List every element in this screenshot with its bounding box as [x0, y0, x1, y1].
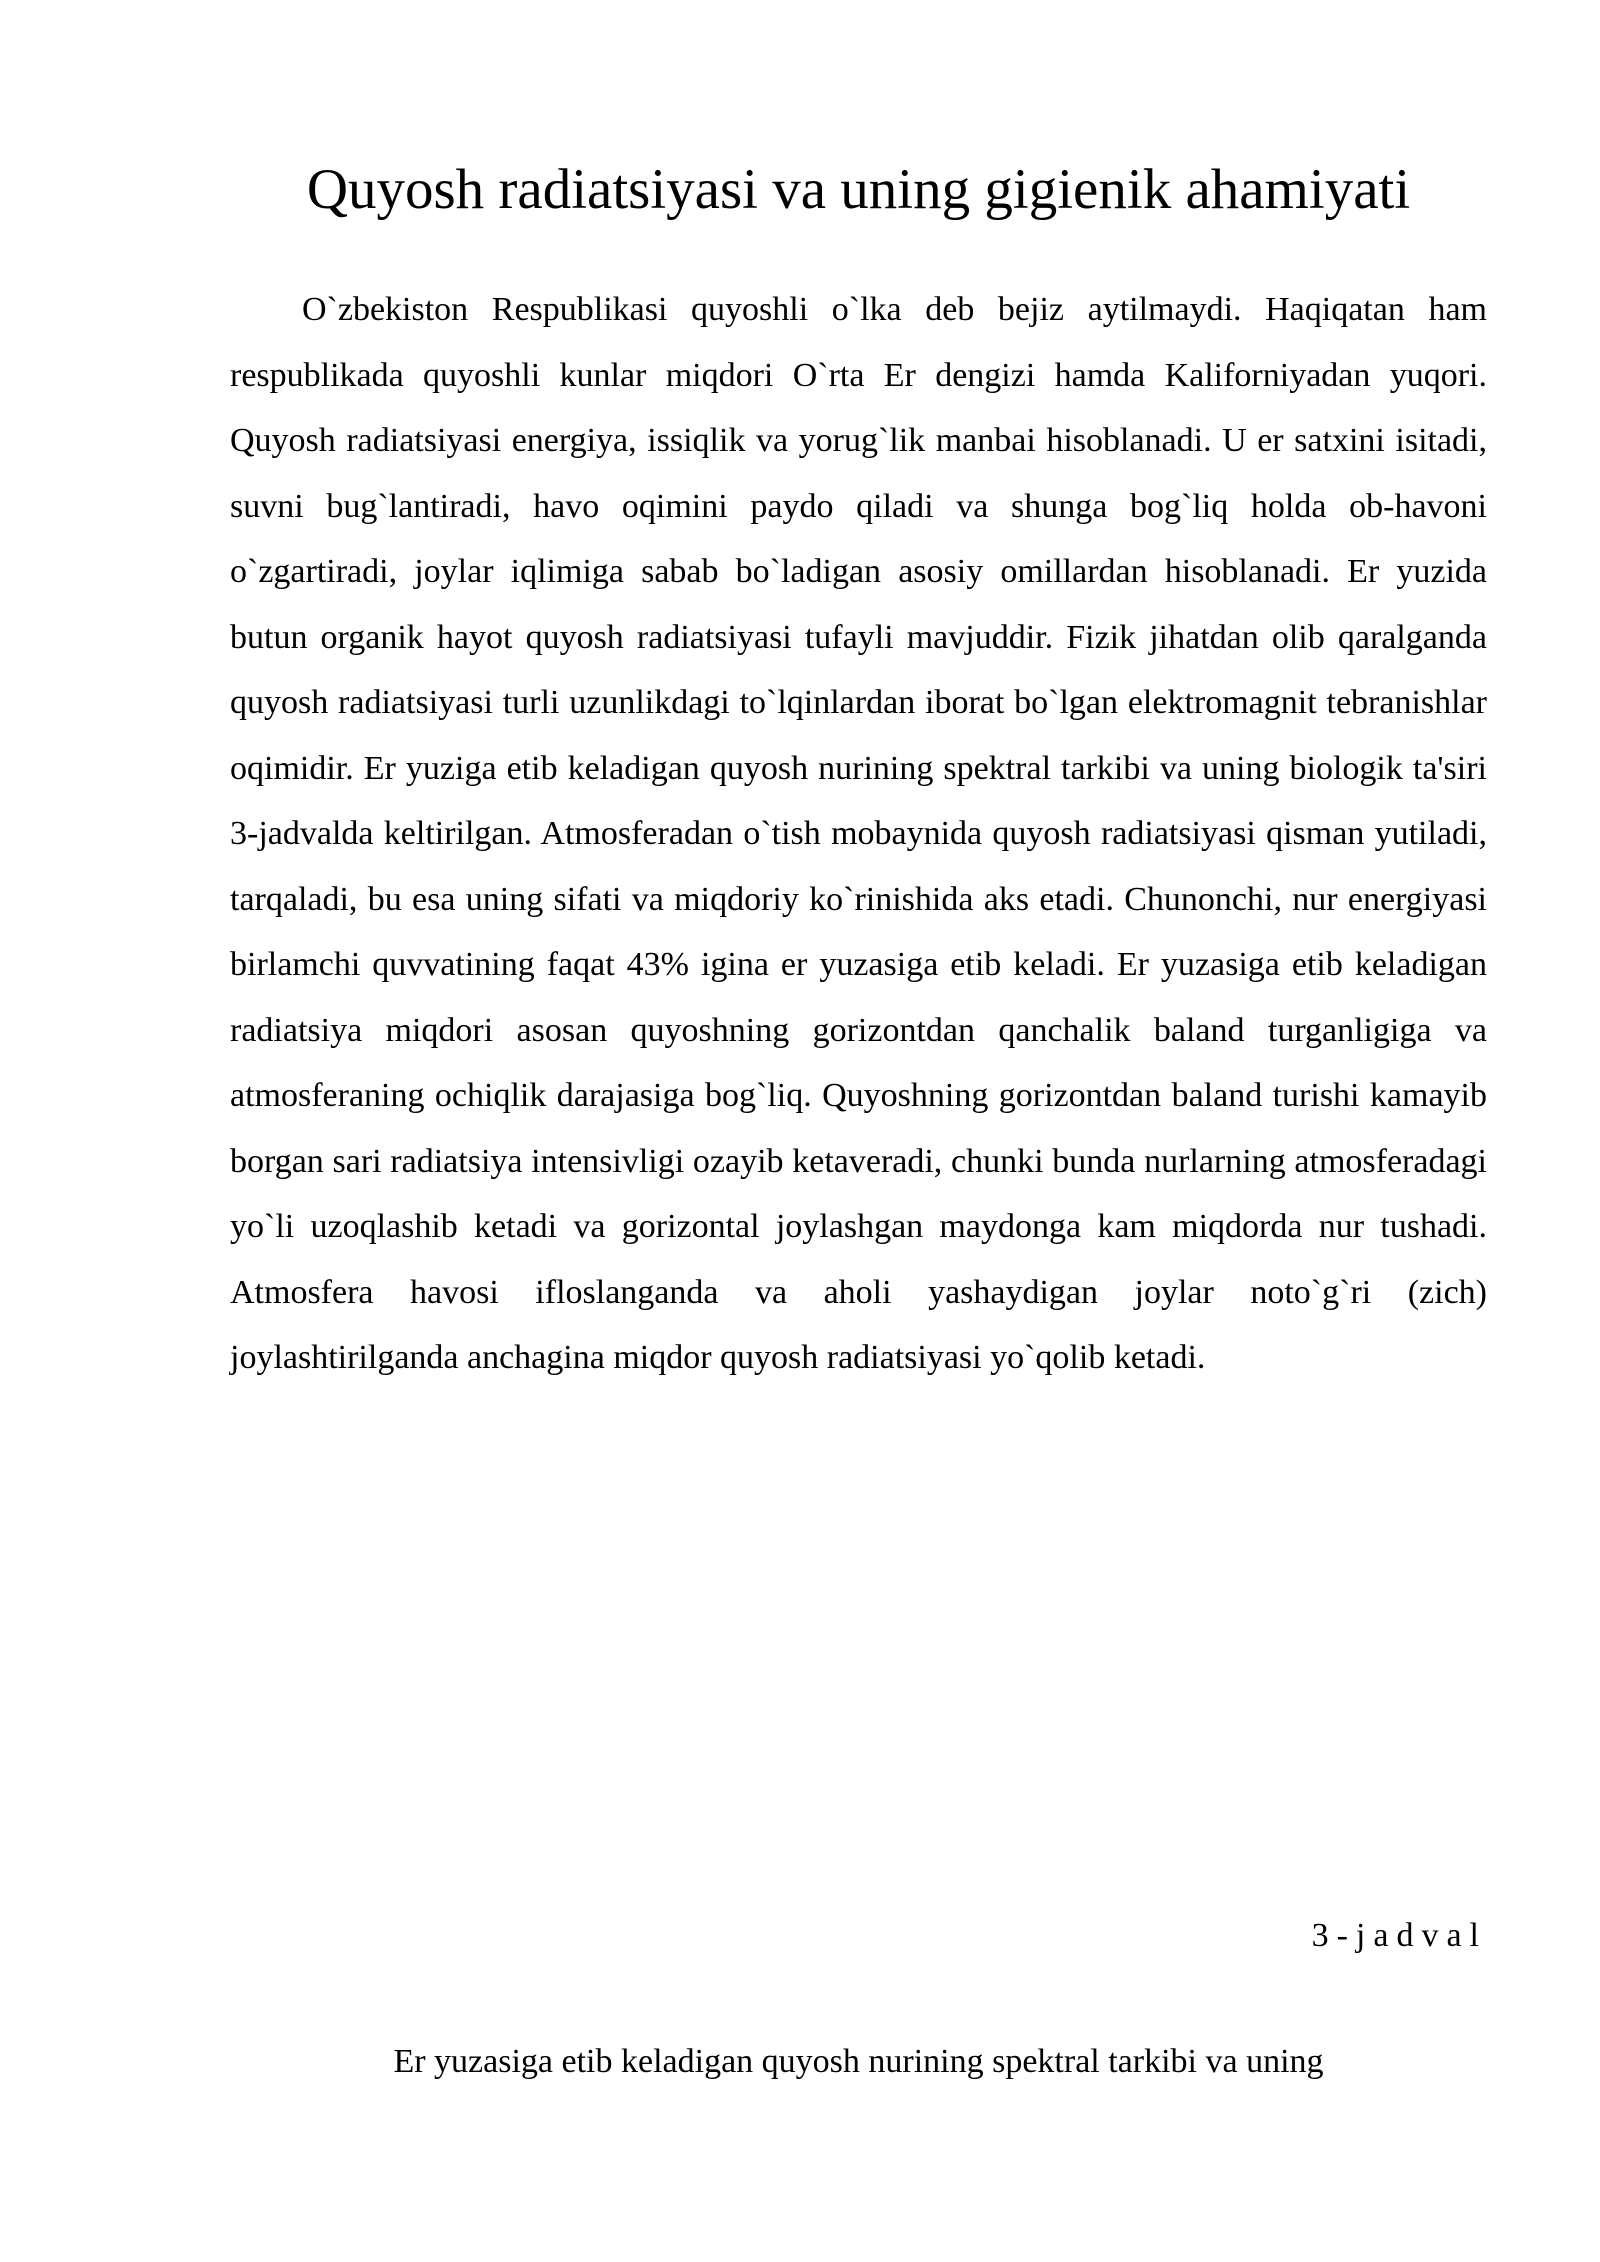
table-caption: Er yuzasiga etib keladigan quyosh nurining spektral tarkibi va uning — [393, 2043, 1324, 2080]
table-label: 3-jadval — [1311, 1917, 1487, 1954]
body-paragraph: O`zbekiston Respublikasi quyoshli o`lka deb bejiz aytilmaydi. Haqiqatan ham respublikada quyoshli kunlar miqdori O`rta Er dengizi hamda Kaliforniyadan yuqori. Quyosh radiatsiyasi energiya, issiqlik va yorug`lik manbai hisoblanadi. U er satxini isitadi, suvni bug`lantiradi, havo oqimini paydo qiladi va shunga bog`liq holda ob-havoni o`zgartiradi, joylar iqlimiga sabab bo`ladigan asosiy omillardan hisoblanadi. Er yuzida butun organik hayot quyosh radiatsiyasi tufayli mavjuddir. Fizik jihatdan olib qaralganda quyosh radiatsiyasi turli uzunlikdagi to`lqinlardan iborat bo`lgan elektromagnit tebranishlar oqimidir. Er yuziga etib keladigan quyosh nurining spektral tarkibi va uning biologik ta'siri 3-jadvalda keltirilgan. Atmosferadan o`tish mobaynida quyosh radiatsiyasi qisman yutiladi, tarqaladi, bu esa uning sifati va miqdoriy ko`rinishida aks etadi. Chunonchi, nur energiyasi birlamchi quvvatining faqat 43% igina er yuzasiga etib keladi. Er yuzasiga etib keladigan radiatsiya miqdori asosan quyoshning gorizontdan qanchalik baland turganligiga va atmosferaning ochiqlik darajasiga bog`liq. Quyoshning gorizontdan baland turishi kamayib borgan sari radiatsiya intensivligi ozayib ketaveradi, chunki bunda nurlarning atmosferadagi yo`li uzoqlashib ketadi va gorizontal joylashgan maydonga kam miqdorda nur tushadi. Atmosfera havosi ifloslanganda va aholi yashaydigan joylar noto`g`ri (zich) joylashtirilganda anchagina miqdor quyosh radiatsiyasi yo`qolib ketadi. — [230, 291, 1487, 1376]
document-title: Quyosh radiatsiyasi va uning gigienik ahamiyati — [306, 158, 1411, 221]
